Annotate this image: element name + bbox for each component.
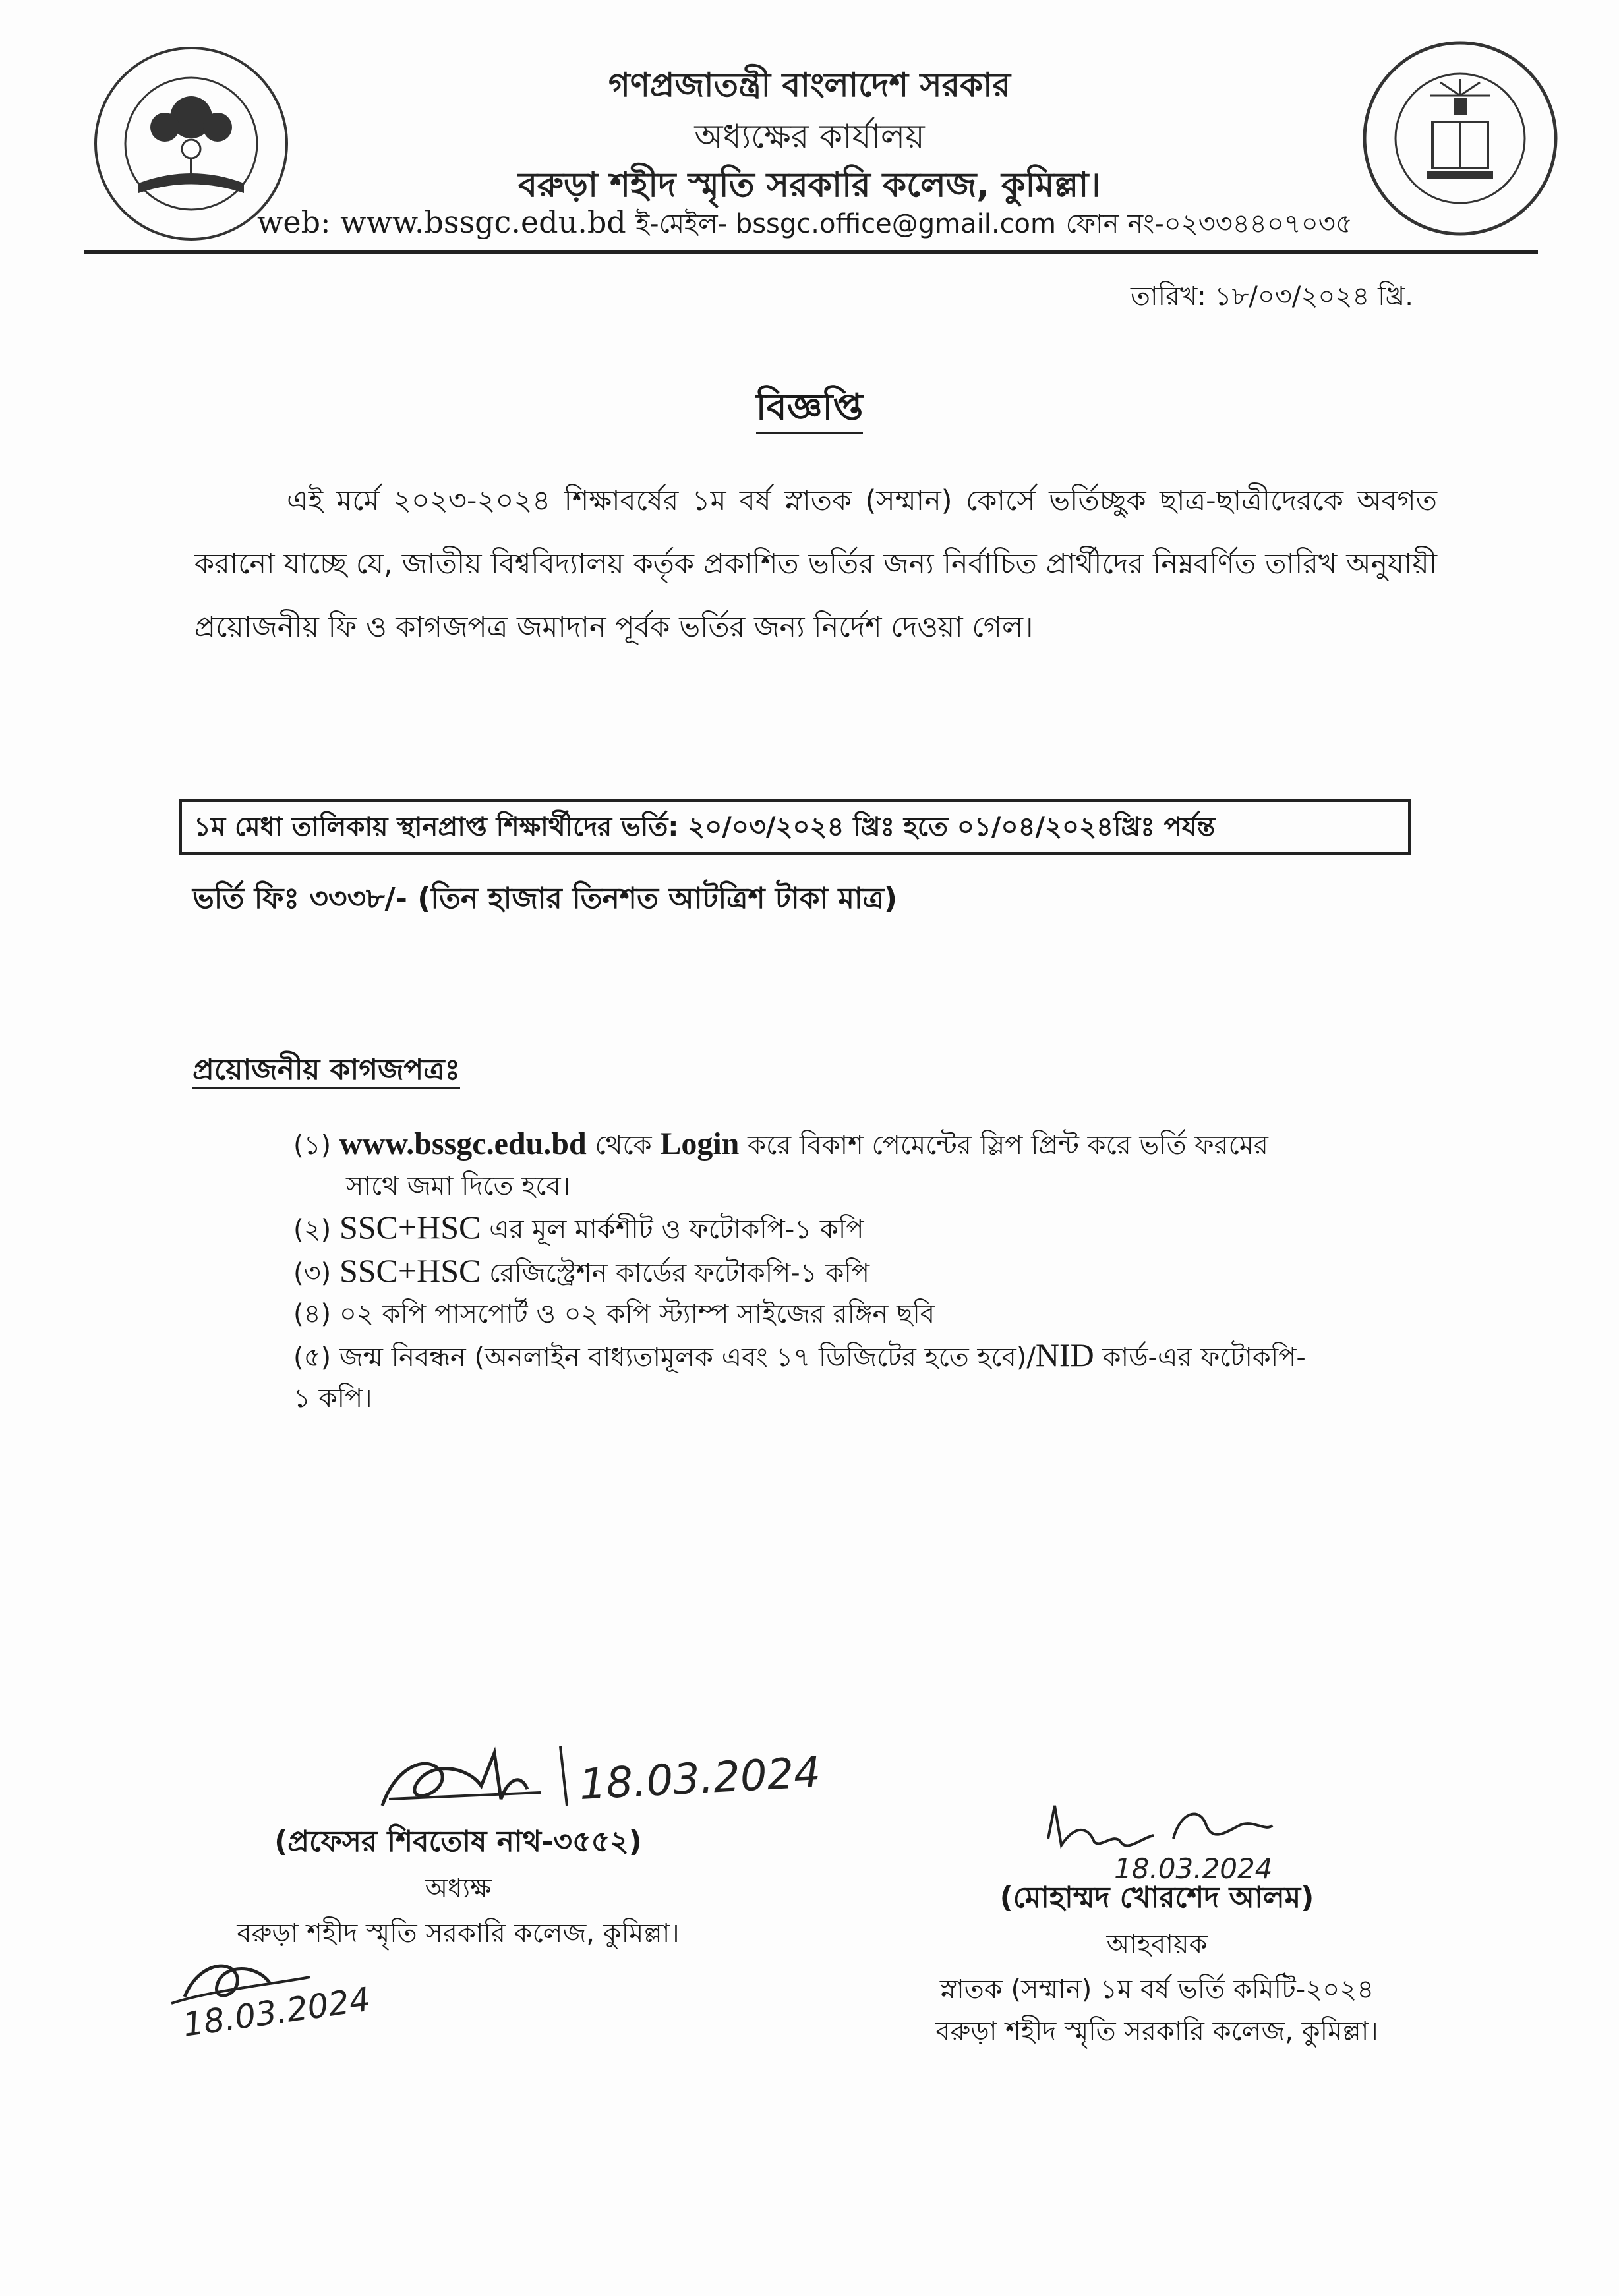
list-item (293, 1250, 1454, 1294)
item-text: করে বিকাশ পেমেন্টের স্লিপ প্রিন্ট করে ভর্তি ফরমের (748, 1130, 1268, 1161)
login-text: Login (660, 1126, 740, 1161)
notice-title (0, 379, 1619, 441)
list-item: (৪) ০২ কপি পাসপোর্ট ও ০২ কপি স্ট্যাম্প সাইজের রঙ্গিন ছবি (293, 1299, 935, 1329)
required-documents-heading (192, 1048, 460, 1096)
convener-organization: বরুড়া শহীদ স্মৃতি সরকারি কলেজ, কুমিল্লা। (935, 2017, 1378, 2047)
exam-names-text: SSC+HSC (339, 1209, 481, 1246)
item-text: (৫) জন্ম নিবন্ধন (অনলাইন বাধ্যতামূলক এবং ১৭ ডিজিটের হতে হবে)/ (293, 1342, 1036, 1373)
item-number: (৩) (293, 1258, 332, 1288)
header-college-name: বরুড়া শহীদ স্মৃতি সরকারি কলেজ, কুমিল্লা। (518, 165, 1101, 205)
svg-text:18.03.2024: 18.03.2024 (180, 1980, 373, 2044)
required-documents-list (293, 1124, 1454, 1419)
phone-label: ফোন নং-০২৩৩৪৪০৭০৩৫ (1065, 209, 1353, 239)
header-government-line: গণপ্রজাতন্ত্রী বাংলাদেশ সরকার (608, 66, 1011, 104)
admission-fee-line: ভর্তি ফিঃ ৩৩৩৮/- (তিন হাজার তিনশত আটত্রিশ টাকা মাত্র) (192, 882, 898, 915)
merit-list-admission-box: ১ম মেধা তালিকায় স্থানপ্রাপ্ত শিক্ষার্থীদের ভর্তি: ২০/০৩/২০২৪ খ্রিঃ হতে ০১/০৪/২০২৪খ্রিঃ পর্যন্ত (179, 799, 1411, 855)
svg-text:18.03.2024: 18.03.2024 (1114, 1852, 1273, 1885)
item-text: রেজিস্ট্রেশন কার্ডের ফটোকপি-১ কপি (489, 1258, 869, 1288)
contact-line (257, 203, 1353, 247)
item-number: (১) (293, 1130, 332, 1161)
email-label: ই-মেইল- bssgc.office@gmail.com (635, 209, 1056, 239)
list-item-continuation: সাথে জমা দিতে হবে। (346, 1171, 570, 1201)
convener-committee: স্নাতক (সম্মান) ১ম বর্ষ ভর্তি কমিটি-২০২৪ (939, 1974, 1374, 2005)
convener-name: (মোহাম্মদ খোরশেদ আলম) (999, 1881, 1314, 1914)
notice-body-paragraph: এই মর্মে ২০২৩-২০২৪ শিক্ষাবর্ষের ১ম বর্ষ স্নাতক (সম্মান) কোর্সে ভর্তিচ্ছুক ছাত্র-ছাত্রীদেরকে অবগত করানো যাচ্ছে যে, জাতীয় বিশ্ববিদ্যালয় কর্তৃক প্রকাশিত ভর্তির জন্য নির্বাচিত প্রার্থীদের নিম্নবর্ণিত তারিখ অনুযায়ী প্রয়োজনীয় ফি ও কাগজপত্র জমাদান পূর্বক ভর্তির জন্য নির্দেশ দেওয়া গেল। (194, 484, 1437, 644)
header-divider (84, 250, 1538, 254)
principal-signatory-block (162, 1819, 755, 1955)
svg-text:18.03.2024: 18.03.2024 (577, 1748, 822, 1810)
item-text: থেকে (595, 1130, 652, 1161)
website-text: www.bssgc.edu.bd (339, 1126, 587, 1161)
header-office-line: অধ্যক্ষের কার্যালয় (694, 117, 925, 156)
item-number: (২) (293, 1215, 332, 1245)
principal-organization: বরুড়া শহীদ স্মৃতি সরকারি কলেজ, কুমিল্লা। (237, 1918, 680, 1949)
item-text: এর মূল মার্কশীট ও ফটোকপি-১ কপি (489, 1215, 864, 1245)
convener-signatory-block (877, 1875, 1437, 2053)
item-text: কার্ড-এর ফটোকপি- (1102, 1342, 1306, 1373)
list-item (293, 1335, 1454, 1378)
website-label: web: www.bssgc.edu.bd (257, 204, 626, 240)
principal-name: (প্রফেসর শিবতোষ নাথ-৩৫৫২) (274, 1825, 642, 1858)
list-item (293, 1124, 1454, 1166)
principal-designation: অধ্যক্ষ (425, 1874, 492, 1904)
list-item (293, 1207, 1454, 1250)
notice-title-text: বিজ্ঞপ্তি (756, 386, 864, 434)
convener-designation: আহবায়ক (1106, 1930, 1208, 1960)
exam-names-text: SSC+HSC (339, 1252, 481, 1289)
notice-date: তারিখ: ১৮/০৩/২০২৪ খ্রি. (1130, 281, 1413, 312)
convener-signature (1042, 1786, 1384, 1885)
required-documents-heading-text: প্রয়োজনীয় কাগজপত্রঃ (192, 1053, 460, 1089)
nid-text: NID (1035, 1336, 1094, 1373)
list-item-continuation: ১ কপি। (293, 1383, 372, 1414)
